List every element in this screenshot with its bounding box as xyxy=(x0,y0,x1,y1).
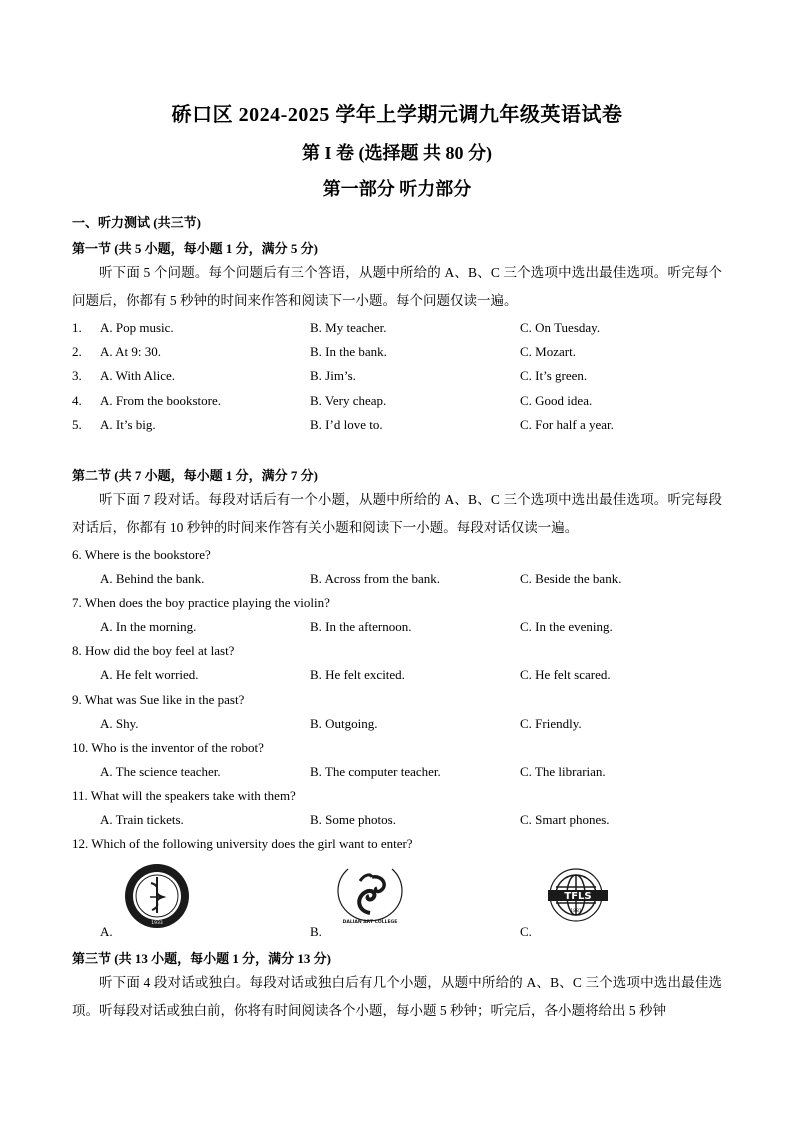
option-c: C. Smart phones. xyxy=(520,812,610,827)
option-a: A. Train tickets. xyxy=(100,812,184,827)
logo-b-name: DALIAN ART COLLEGE xyxy=(342,920,398,925)
option-a: A. With Alice. xyxy=(100,368,176,383)
dalian-art-college-logo xyxy=(334,863,406,929)
option-c: C. Friendly. xyxy=(520,716,582,731)
exam-title: 硚口区 2024-2025 学年上学期元调九年级英语试卷 xyxy=(171,104,623,126)
option-c: C. He felt scared. xyxy=(520,667,611,682)
option-c: C. Mozart. xyxy=(520,344,576,359)
question-number: 4. xyxy=(72,393,82,408)
option-c: C. Beside the bank. xyxy=(520,571,622,586)
option-b: B. In the bank. xyxy=(310,344,387,359)
part-heading: 第一部分 听力部分 xyxy=(322,179,472,199)
option-c: C. It’s green. xyxy=(520,368,588,383)
question-stem: 12. Which of the following university does the girl want to enter? xyxy=(72,836,413,851)
option-b: B. My teacher. xyxy=(310,320,387,335)
option-a: A. Shy. xyxy=(100,716,139,731)
listening-section-heading: 一、听力测试 (共三节) xyxy=(72,215,201,230)
option-a: A. From the bookstore. xyxy=(100,393,221,408)
option-b: B. Jim’s. xyxy=(310,368,356,383)
option-c: C. In the evening. xyxy=(520,619,613,634)
question-stem: 11. What will the speakers take with them? xyxy=(72,788,296,803)
logo-c-letters: TFLS xyxy=(564,891,592,902)
option-c: C. The librarian. xyxy=(520,764,606,779)
option-b: B. Outgoing. xyxy=(310,716,378,731)
logo-c-year: 1881 xyxy=(570,909,582,914)
question-number: 5. xyxy=(72,417,82,432)
question-stem: 8. How did the boy feel at last? xyxy=(72,643,235,658)
section1-instructions: 听下面 5 个问题。每个问题后有三个答语，从题中所给的 A、B、C 三个选项中选出最佳选项。听完每个问题后，你都有 5 秒钟的时间来作答和阅读下一小题。每个问题仅读一遍。 xyxy=(72,265,722,308)
section2-heading: 第二节 (共 7 小题，每小题 1 分，满分 7 分) xyxy=(72,468,318,483)
option-a: A. Pop music. xyxy=(100,320,174,335)
tfls-globe-logo xyxy=(540,863,616,929)
option-c: C. On Tuesday. xyxy=(520,320,601,335)
option-b-label: B. xyxy=(310,924,322,939)
option-c: C. For half a year. xyxy=(520,417,614,432)
option-b: B. The computer teacher. xyxy=(310,764,441,779)
question-stem: 9. What was Sue like in the past? xyxy=(72,692,245,707)
section3-instructions: 听下面 4 段对话或独白。每段对话或独白后有几个小题，从题中所给的 A、B、C 三个选项中选出最佳选项。听每段对话或独白前，你将有时间阅读各个小题，每小题 5 秒钟；听完后，各小题将给出 5 秒钟 xyxy=(72,975,722,1018)
section1-heading: 第一节 (共 5 小题，每小题 1 分，满分 5 分) xyxy=(72,241,318,256)
logo-a-year: 1933 xyxy=(151,921,163,926)
option-a: A. The science teacher. xyxy=(100,764,221,779)
option-b: B. Very cheap. xyxy=(310,393,387,408)
option-b: B. I’d love to. xyxy=(310,417,383,432)
option-b: B. Some photos. xyxy=(310,812,396,827)
option-b: B. Across from the bank. xyxy=(310,571,440,586)
question-number: 1. xyxy=(72,320,82,335)
question-stem: 6. Where is the bookstore? xyxy=(72,547,211,562)
section3-heading: 第三节 (共 13 小题，每小题 1 分，满分 13 分) xyxy=(72,951,331,966)
question-stem: 7. When does the boy practice playing the violin? xyxy=(72,595,330,610)
kunming-medical-university-logo xyxy=(124,863,190,929)
option-b: B. In the afternoon. xyxy=(310,619,412,634)
option-a-label: A. xyxy=(100,924,113,939)
option-a: A. He felt worried. xyxy=(100,667,199,682)
option-b: B. He felt excited. xyxy=(310,667,405,682)
option-a: A. At 9: 30. xyxy=(100,344,162,359)
option-a: A. Behind the bank. xyxy=(100,571,205,586)
option-c: C. Good idea. xyxy=(520,393,593,408)
option-c-label: C. xyxy=(520,924,532,939)
option-a: A. It’s big. xyxy=(100,417,156,432)
question-stem: 10. Who is the inventor of the robot? xyxy=(72,740,264,755)
option-a: A. In the morning. xyxy=(100,619,197,634)
question-number: 3. xyxy=(72,368,82,383)
volume-heading: 第 I 卷 (选择题 共 80 分) xyxy=(302,143,492,163)
question-number: 2. xyxy=(72,344,82,359)
section2-instructions: 听下面 7 段对话。每段对话后有一个小题，从题中所给的 A、B、C 三个选项中选出最佳选项。听完每段对话后，你都有 10 秒钟的时间来作答有关小题和阅读下一小题。每段对话仅读一遍。 xyxy=(72,492,722,535)
